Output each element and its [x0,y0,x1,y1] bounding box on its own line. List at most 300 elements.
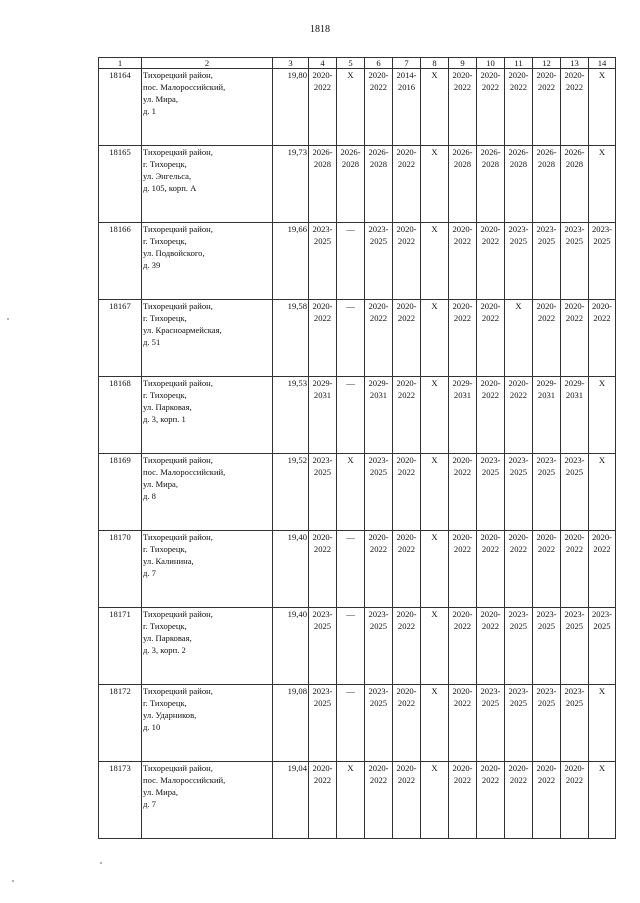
period-value: X [431,532,438,542]
period-cell [393,685,421,762]
column-number-cell: 11 [505,58,533,69]
period-value: 2023- [591,609,613,619]
period-value: X [347,70,354,80]
period-value: 2020- [368,70,389,80]
period-value: 2023- [536,686,557,696]
area-cell: 19,40 [273,531,309,608]
period-value: 2020- [564,301,585,311]
period-cell [589,69,616,146]
period-value: 2022 [481,621,500,631]
column-number-cell: 2 [142,58,273,69]
period-value: 2020- [536,763,557,773]
period-value: X [431,686,438,696]
period-value: — [346,686,355,696]
period-value: 2022 [565,82,584,92]
period-cell [309,377,337,454]
period-value: 2022 [369,313,388,323]
period-value: 2022 [593,313,611,323]
period-value: 2025 [313,236,332,246]
period-value: 2022 [397,159,416,169]
period-cell [533,146,561,223]
period-value: 2026- [312,147,333,157]
period-value: 2022 [537,313,556,323]
period-cell [309,608,337,685]
period-cell [533,762,561,839]
scan-speck [100,862,102,864]
period-value: 2023- [564,686,585,696]
address-line: Тихорецкий район, [143,763,213,773]
period-cell [309,146,337,223]
period-value: 2020- [564,70,585,80]
address-line: г. Тихорецк, [143,236,187,246]
period-cell [421,454,449,531]
period-value: 2022 [453,313,472,323]
period-value: 2020- [480,70,501,80]
period-value: 2026- [368,147,389,157]
period-cell [449,762,477,839]
page-number: 1818 [310,24,330,35]
period-value: 2023- [368,686,389,696]
period-cell [533,69,561,146]
period-value: 2023- [536,455,557,465]
address-line: пос. Малороссийский, [143,82,226,92]
period-value: 2022 [453,467,472,477]
period-value: X [598,763,606,773]
period-value: 2025 [481,467,500,477]
period-value: 2022 [481,236,500,246]
period-value: 2022 [481,390,500,400]
period-value: 2022 [565,544,584,554]
period-value: 2028 [537,159,556,169]
address-cell [142,454,273,531]
address-line: д. 105, корп. А [143,183,197,193]
table-row [99,608,616,685]
period-value: 2029- [312,378,333,388]
period-value: 2020- [368,763,389,773]
address-line: ул. Энгельса, [143,171,192,181]
period-value: 2022 [453,82,472,92]
period-value: 2029- [452,378,473,388]
row-number-cell: 18170 [99,531,142,608]
period-cell [337,608,365,685]
period-cell [365,69,393,146]
period-cell [589,685,616,762]
row-number-cell: 18168 [99,377,142,454]
period-value: 2020- [564,763,585,773]
period-cell [421,300,449,377]
period-cell [561,608,589,685]
period-value: 2020- [508,763,529,773]
address-line: г. Тихорецк, [143,544,187,554]
period-value: 2020- [480,224,501,234]
period-cell [393,223,421,300]
address-cell [142,223,273,300]
period-cell [561,454,589,531]
period-cell [337,223,365,300]
period-cell [309,223,337,300]
period-value: 2020- [452,686,473,696]
period-value: 2022 [453,698,472,708]
period-value: 2020- [591,532,613,542]
period-cell [365,223,393,300]
period-value: 2023- [368,455,389,465]
period-cell [589,608,616,685]
period-value: 2022 [481,544,500,554]
period-value: 2022 [397,544,416,554]
period-cell [505,146,533,223]
period-value: 2025 [537,621,556,631]
period-value: 2023- [508,609,529,619]
period-cell [449,300,477,377]
period-value: 2022 [313,544,332,554]
period-value: 2028 [341,159,360,169]
period-value: X [347,455,354,465]
period-value: 2025 [369,236,388,246]
period-value: 2031 [565,390,584,400]
period-cell [337,685,365,762]
period-value: 2023- [368,609,389,619]
period-cell [505,454,533,531]
period-cell [337,300,365,377]
period-value: 2022 [453,621,472,631]
table-row [99,146,616,223]
row-number-cell: 18166 [99,223,142,300]
period-value: 2020- [508,532,529,542]
address-cell [142,762,273,839]
period-value: X [431,609,438,619]
period-value: 2025 [369,467,388,477]
period-value: 2022 [481,82,500,92]
address-line: Тихорецкий район, [143,70,213,80]
period-value: 2022 [397,236,416,246]
period-value: 2022 [397,390,416,400]
period-cell [449,608,477,685]
period-cell [477,608,505,685]
period-value: — [346,532,355,542]
period-value: 2020- [452,609,473,619]
period-cell [365,685,393,762]
area-cell: 19,52 [273,454,309,531]
address-line: ул. Подвойского, [143,248,205,258]
period-cell [561,146,589,223]
period-cell [421,69,449,146]
period-value: 2023- [312,455,333,465]
address-line: д. 39 [143,260,161,270]
address-cell [142,69,273,146]
period-value: X [598,455,606,465]
period-cell [309,454,337,531]
area-cell: 19,80 [273,69,309,146]
row-number-cell: 18169 [99,454,142,531]
area-cell: 19,53 [273,377,309,454]
address-line: пос. Малороссийский, [143,775,226,785]
period-cell [449,454,477,531]
area-cell: 19,40 [273,608,309,685]
period-value: — [346,378,355,388]
row-number-cell: 18173 [99,762,142,839]
period-value: 2020- [508,378,529,388]
period-value: 2022 [313,82,332,92]
period-cell [505,685,533,762]
period-value: 2025 [537,236,556,246]
address-line: д. 10 [143,722,161,732]
period-value: 2020- [396,763,417,773]
address-line: ул. Мира, [143,479,179,489]
period-value: 2014- [396,70,417,80]
period-value: 2028 [565,159,584,169]
period-value: 2020- [452,532,473,542]
period-cell [309,531,337,608]
period-value: 2028 [369,159,388,169]
table-row [99,454,616,531]
period-value: 2022 [369,544,388,554]
period-value: 2025 [313,698,332,708]
period-cell [561,762,589,839]
period-cell [533,685,561,762]
period-value: 2023- [564,455,585,465]
period-value: 2025 [481,698,500,708]
period-cell [533,223,561,300]
period-cell [505,531,533,608]
period-cell [393,146,421,223]
period-cell [477,762,505,839]
address-line: Тихорецкий район, [143,532,213,542]
period-value: 2025 [537,467,556,477]
period-cell [309,685,337,762]
period-cell [421,762,449,839]
column-number-row [99,58,616,69]
address-cell [142,300,273,377]
column-number-cell: 5 [337,58,365,69]
period-value: 2020- [452,301,473,311]
period-value: 2028 [453,159,472,169]
table-row [99,69,616,146]
period-cell [477,454,505,531]
period-cell [421,146,449,223]
period-value: 2022 [537,775,556,785]
scan-speck [12,880,14,882]
period-cell [449,223,477,300]
period-value: 2031 [313,390,332,400]
period-cell [393,608,421,685]
period-value: 2022 [397,698,416,708]
period-value: 2025 [509,698,528,708]
period-cell [505,69,533,146]
table-row [99,300,616,377]
column-number-cell: 1 [99,58,142,69]
address-line: г. Тихорецк, [143,621,187,631]
period-cell [561,300,589,377]
scan-speck [7,318,9,320]
period-cell [589,531,616,608]
period-cell [589,454,616,531]
period-value: 2026- [508,147,529,157]
period-value: X [515,301,522,311]
period-cell [505,300,533,377]
column-number-cell: 4 [309,58,337,69]
period-value: 2025 [565,698,584,708]
period-value: 2026- [340,147,361,157]
period-value: 2020- [368,301,389,311]
period-value: 2022 [509,775,528,785]
period-value: 2025 [509,621,528,631]
table-row [99,685,616,762]
period-value: 2026- [536,147,557,157]
period-value: 2020- [396,301,417,311]
period-cell [449,69,477,146]
period-value: X [431,224,438,234]
period-value: 2020- [480,301,501,311]
period-value: 2020- [396,609,417,619]
period-value: 2028 [481,159,500,169]
period-value: 2031 [369,390,388,400]
period-cell [449,146,477,223]
period-cell [505,608,533,685]
period-cell [589,762,616,839]
column-number-cell: 3 [273,58,309,69]
period-value: 2020- [452,455,473,465]
period-value: X [431,378,438,388]
column-number-cell: 13 [561,58,589,69]
address-line: пос. Малороссийский, [143,467,226,477]
period-value: 2022 [481,313,500,323]
address-line: ул. Мира, [143,94,179,104]
period-value: 2020- [508,70,529,80]
period-value: — [346,609,355,619]
period-cell [449,377,477,454]
address-line: г. Тихорецк, [143,159,187,169]
period-value: 2025 [509,236,528,246]
period-cell [337,146,365,223]
address-line: Тихорецкий район, [143,224,213,234]
period-value: 2023- [312,224,333,234]
period-value: 2031 [537,390,556,400]
period-value: 2020- [368,532,389,542]
period-value: 2022 [397,621,416,631]
period-cell [561,377,589,454]
table-row [99,762,616,839]
period-cell [477,377,505,454]
period-value: 2022 [369,775,388,785]
period-cell [337,454,365,531]
period-cell [505,762,533,839]
row-number-cell: 18164 [99,69,142,146]
period-value: 2022 [481,775,500,785]
area-cell: 19,73 [273,146,309,223]
address-cell [142,685,273,762]
row-number-cell: 18172 [99,685,142,762]
column-number-cell: 14 [589,58,616,69]
period-value: 2020- [452,763,473,773]
column-number-cell: 12 [533,58,561,69]
period-cell [533,531,561,608]
period-value: X [431,763,438,773]
period-value: 2025 [369,621,388,631]
period-value: 2031 [453,390,472,400]
period-cell [421,377,449,454]
period-value: 2020- [312,532,333,542]
period-cell [365,454,393,531]
period-value: 2025 [509,467,528,477]
period-value: 2022 [313,313,332,323]
period-value: 2020- [452,224,473,234]
period-cell [365,377,393,454]
period-value: 2020- [536,301,557,311]
address-line: Тихорецкий район, [143,378,213,388]
period-cell [589,146,616,223]
period-cell [421,685,449,762]
period-value: 2025 [313,621,332,631]
period-value: — [346,301,355,311]
period-cell [393,531,421,608]
period-value: 2023- [536,224,557,234]
period-value: 2022 [397,775,416,785]
address-line: д. 7 [143,568,156,578]
period-cell [393,454,421,531]
period-value: 2026- [480,147,501,157]
period-value: 2022 [537,82,556,92]
period-value: 2020- [480,532,501,542]
address-cell [142,146,273,223]
period-cell [309,762,337,839]
period-value: X [598,147,606,157]
column-number-cell: 9 [449,58,477,69]
address-cell [142,531,273,608]
period-cell [365,531,393,608]
period-cell [477,223,505,300]
address-line: д. 1 [143,106,156,116]
address-line: г. Тихорецк, [143,390,187,400]
address-line: Тихорецкий район, [143,301,213,311]
period-value: X [431,70,438,80]
period-cell [589,377,616,454]
period-value: 2023- [508,686,529,696]
period-value: 2020- [312,301,333,311]
address-line: д. 3, корп. 1 [143,414,186,424]
address-line: ул. Красноармейская, [143,325,222,335]
period-value: 2020- [312,70,333,80]
period-value: 2025 [565,236,584,246]
period-value: 2026- [452,147,473,157]
period-cell [365,146,393,223]
period-value: 2028 [509,159,528,169]
period-value: 2022 [369,82,388,92]
period-cell [477,685,505,762]
period-value: 2023- [536,609,557,619]
period-cell [393,69,421,146]
address-line: Тихорецкий район, [143,147,213,157]
period-value: 2023- [368,224,389,234]
period-value: 2020- [591,301,613,311]
period-value: 2022 [313,775,332,785]
address-line: ул. Мира, [143,787,179,797]
address-line: Тихорецкий район, [143,609,213,619]
address-line: ул. Парковая, [143,402,192,412]
period-cell [421,531,449,608]
period-cell [477,531,505,608]
row-number-cell: 18165 [99,146,142,223]
period-cell [337,762,365,839]
period-value: 2022 [593,544,611,554]
period-cell [421,223,449,300]
column-number-cell: 8 [421,58,449,69]
period-cell [421,608,449,685]
period-value: X [431,301,438,311]
address-line: д. 51 [143,337,161,347]
period-cell [589,223,616,300]
column-number-cell: 7 [393,58,421,69]
period-value: 2028 [313,159,332,169]
